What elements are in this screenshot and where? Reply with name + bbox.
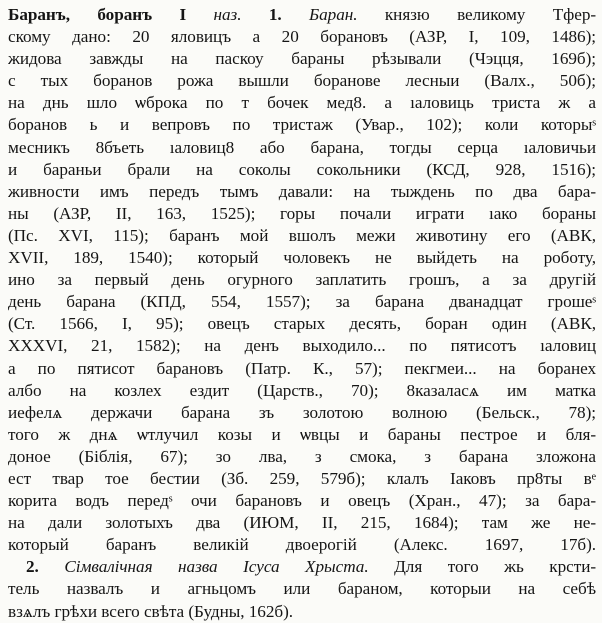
sense-gloss-1: Баран. (309, 5, 358, 24)
citation-line: князю великому Тфер- (384, 5, 596, 24)
citation-line: (Ст. 1566, I, 95); овецъ старых десять, боран один (АВК, (8, 314, 596, 334)
entry-first-line (8, 4, 596, 26)
citation-line: месникъ 8бъеть ıаловиц8 або барана, тогды серца ıаловичьи (8, 137, 596, 157)
headword: Баранъ, боранъ I (8, 5, 187, 24)
citation-line: который баранъ великій двоерогій (Алекс. 1697, 17б). (8, 535, 596, 555)
citation-line: (Пс. XVI, 115); баранъ мой вшолъ межи животину его (АВК, (8, 225, 596, 245)
citation-line: ест твар тое бестии (Зб. 259, 579б); клалъ Іаковъ пр8ты вᵉ (8, 468, 596, 488)
citation-line: взѧлъ грѣхи всего свѣта (Будны, 162б). (8, 601, 293, 621)
citation-line: а по пятисот барановъ (Патр. К., 57); пекгмеи... на боранех (8, 358, 596, 378)
citation-line: на дали золотыхъ два (ИЮМ, II, 215, 1684); там же не- (8, 513, 596, 533)
citation-line: иефелѧ держачи барана зъ золотою волною (Бельск., 78); (8, 402, 596, 422)
citation-line: тель назвалъ и агньцомъ или бараном, которыи на себѣ (8, 579, 596, 599)
citation-line: ино за первый день огурного заплатить грошъ, а за другій (8, 270, 596, 290)
citation-line: Для того жь крсти- (394, 557, 596, 577)
citation-line: корита водъ передˢ очи барановъ и овецъ (Хран., 47); за бара- (8, 491, 596, 511)
citation-line: живности имъ передъ тымъ давали: на тыждень по два бара- (8, 181, 596, 201)
citation-line: с тых боранов рожа вышли боранове лесныи (Валх., 50б); (8, 71, 596, 91)
citation-line: и бараньи брали на соколы сокольники (КСД, 928, 1516); (8, 159, 596, 179)
citation-line: день барана (КПД, 554, 1557); за барана дванадцат грошеˢ (8, 292, 596, 312)
citation-line: жидова завжды на паскоу бараны рѣзывали (Чэцця, 169б); (8, 49, 596, 69)
citation-line: боранов ь и вепровъ по тристаж (Увар., 102); коли которыˢ (8, 115, 596, 135)
part-of-speech: наз. (213, 5, 242, 24)
citation-line: ны (АЗР, II, 163, 1525); горы почали играти ıако бораны (8, 203, 596, 223)
citation-line: на днь шло ѡброка по т бочек мед8. а ıаловиць триста ж а (8, 93, 596, 113)
sense-gloss-2: Сімвалічная назва Ісуса Хрыста. (64, 557, 369, 577)
citation-line: того ж днѧ ѡтлучил козы и ѡвцы и бараны пестрое и бля- (8, 424, 596, 444)
citation-line: албо на козлех ездит (Царств., 70); 8казаласѧ им матка (8, 380, 596, 400)
citation-line: доное (Біблія, 67); зо лва, з смока, з барана зложона (8, 446, 596, 466)
citation-line: скому дано: 20 яловицъ а 20 борановъ (АЗР, I, 109, 1486); (8, 27, 596, 47)
citation-line: XXXVI, 21, 1582); на денъ выходило... по пятисотъ ıаловиц (8, 336, 596, 356)
citation-line: XVII, 189, 1540); который чоловекъ не выйдеть на роботу, (8, 248, 596, 268)
sense-number-2: 2. (26, 557, 39, 577)
sense-2-first-line (8, 556, 596, 578)
sense-number-1: 1. (268, 5, 282, 24)
dictionary-entry-baran (8, 4, 596, 623)
